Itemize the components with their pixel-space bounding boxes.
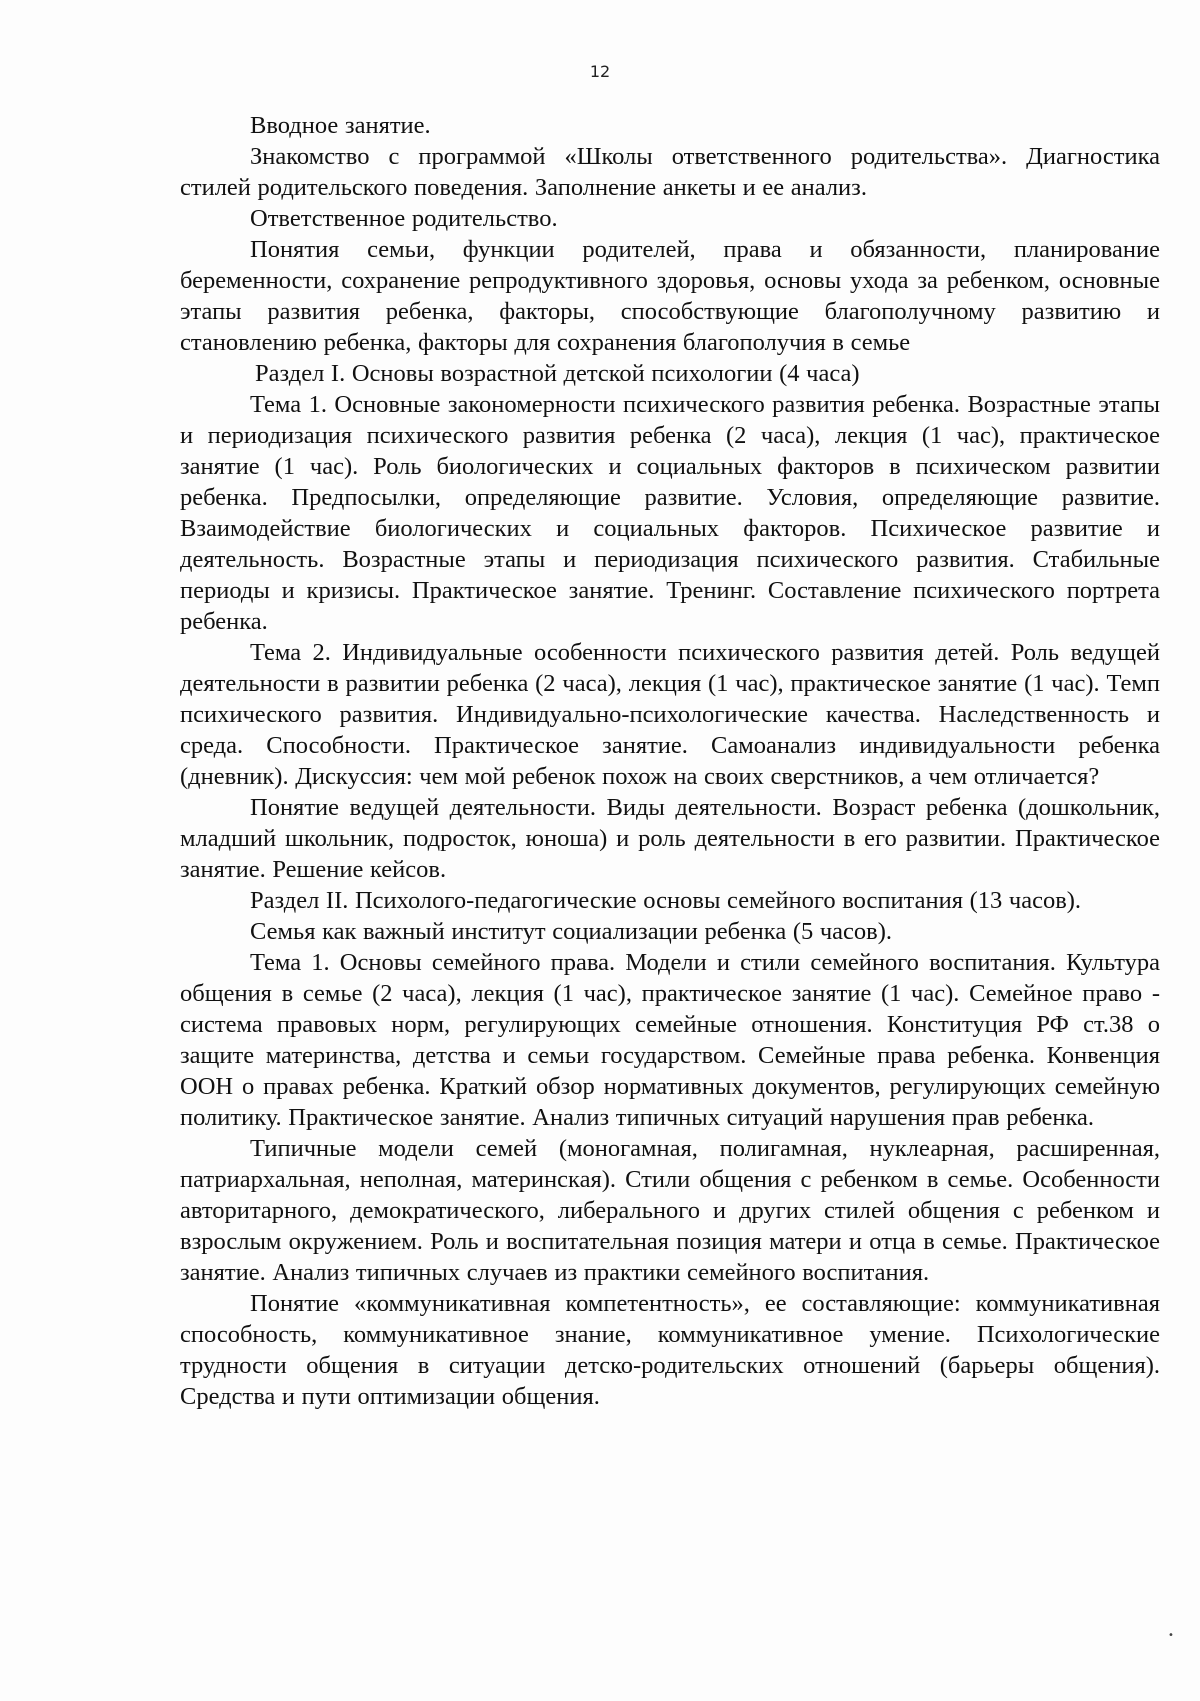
paragraph: Тема 2. Индивидуальные особенности психического развития детей. Роль ведущей деятельности в развитии ребенка (2 часа), лекция (1 час), практическое занятие (1 час). Темп психического развития. Индивидуально-психологические качества. Наследственность и среда. Способности. Практическое занятие. Самоанализ индивидуальности ребенка (дневник). Дискуссия: чем мой ребенок похож на своих сверстников, а чем отличается?: [180, 639, 1160, 790]
paragraph: Тема 1. Основы семейного права. Модели и стили семейного воспитания. Культура общения в семье (2 часа), лекция (1 час), практическое занятие (1 час). Семейное право - система правовых норм, регулирующих семейные отношения. Конституция РФ ст.38 о защите материнства, детства и семьи государством. Семейные права ребенка. Конвенция ООН о правах ребенка. Краткий обзор нормативных документов, регулирующих семейную политику. Практическое занятие. Анализ типичных ситуаций нарушения прав ребенка.: [180, 949, 1160, 1131]
page-number: 12: [589, 62, 611, 81]
document-body: [180, 110, 1160, 1412]
scan-mark: •: [1168, 1630, 1174, 1641]
paragraph: Тема 1. Основные закономерности психического развития ребенка. Возрастные этапы и периодизация психического развития ребенка (2 часа), лекция (1 час), практическое занятие (1 час). Роль биологических и социальных факторов в психическом развитии ребенка. Предпосылки, определяющие развитие. Условия, определяющие развитие. Взаимодействие биологических и социальных факторов. Психическое развитие и деятельность. Возрастные этапы и периодизация психического развития. Стабильные периоды и кризисы. Практическое занятие. Тренинг. Составление психического портрета ребенка.: [180, 391, 1160, 635]
paragraph-heading: Семья как важный институт социализации ребенка (5 часов).: [250, 918, 893, 945]
section-heading: Раздел II. Психолого-педагогические основы семейного воспитания (13 часов).: [250, 887, 1082, 914]
paragraph: Типичные модели семей (моногамная, полигамная, нуклеарная, расширенная, патриархальная, неполная, материнская). Стили общения с ребенком в семье. Особенности авторитарного, демократического, либерального и других стилей общения с ребенком и взрослым окружением. Роль и воспитательная позиция матери и отца в семье. Практическое занятие. Анализ типичных случаев из практики семейного воспитания.: [180, 1135, 1160, 1286]
paragraph-intro-heading: Вводное занятие.: [250, 112, 431, 139]
section-heading: Раздел I. Основы возрастной детской психологии (4 часа): [255, 360, 860, 387]
paragraph: Понятие ведущей деятельности. Виды деятельности. Возраст ребенка (дошкольник, младший школьник, подросток, юноша) и роль деятельности в его развитии. Практическое занятие. Решение кейсов.: [180, 794, 1160, 883]
paragraph: Понятия семьи, функции родителей, права и обязанности, планирование беременности, сохранение репродуктивного здоровья, основы ухода за ребенком, основные этапы развития ребенка, факторы, способствующие благополучному развитию и становлению ребенка, факторы для сохранения благополучия в семье: [180, 236, 1160, 356]
paragraph-heading: Ответственное родительство.: [250, 205, 558, 232]
paragraph: Понятие «коммуникативная компетентность», ее составляющие: коммуникативная способность, коммуникативное знание, коммуникативное умение. Психологические трудности общения в ситуации детско-родительских отношений (барьеры общения). Средства и пути оптимизации общения.: [180, 1290, 1160, 1410]
paragraph: Знакомство с программой «Школы ответственного родительства». Диагностика стилей родительского поведения. Заполнение анкеты и ее анализ.: [180, 143, 1160, 201]
